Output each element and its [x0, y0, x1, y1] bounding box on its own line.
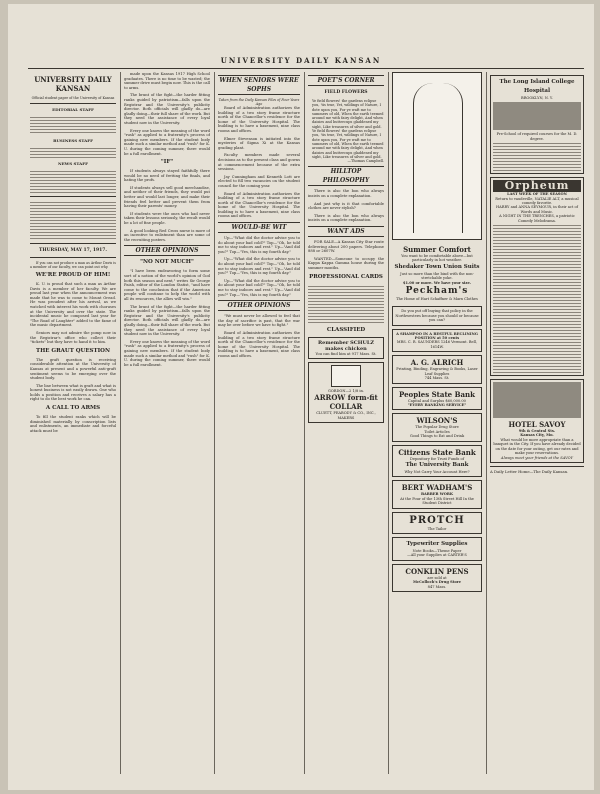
column-rule — [120, 72, 121, 774]
paragraph: made upon the Kansas 1917 High School graduates. There is no time to be wasted; the summer drive must begin now. This is the call to arms. — [124, 72, 210, 90]
headline-proud: WE'RE PROUD OF HIM! — [35, 272, 111, 278]
poets-corner-heading: POET'S CORNER — [308, 75, 384, 86]
paragraph: There is also the bon who always insists on a complete explanation. — [308, 213, 384, 223]
poem-title: FIELD FLOWERS — [324, 90, 368, 95]
paragraph: Elmer Stevenson is initiated into the mysteries of Sigma Xi at the Kansas grading plant. — [218, 136, 300, 150]
paragraph: Every one knows the meaning of the word "rush" as applied to a fraternity's process of gaining new members. If the student body made such a similar method and "rush" for K. U. during the coming summer, there would be a full enrollment. — [124, 339, 210, 367]
seniors-subhead: Taken from the Daily Kansan Files of Four Years Ago — [218, 98, 300, 106]
paragraph: K. U. is proud that such a man as Arthur Davis is a member of her faculty. We are proud last year when the announcement was made that he was to come to Mount Oread. He was proudest after his arrival, as we watched with interest his work with choruses at the University and over the state. The incidental music he composed last year for "The Road of Laughter" added to the fame of the music department. — [30, 282, 116, 328]
carters-ad: Typewriter Supplies Note Books—Theme Paper —All your Supplies at CARTER'S — [392, 537, 482, 561]
want-ad: WANTED—Someone to occupy the Kappa Kappa Gamma house during the summer months. — [308, 256, 384, 270]
paragraph: If students always stayed faithfully there would be no need of fretting the finals, and hating the profs. — [124, 169, 210, 183]
paragraph: The brunt of the fight—the harder fitting ranks guided by patriotism—falls upon the Registrar and the University's publicity director. Both officials will gladly do—are gladly doing—their full share of the work. But they need the assistance of every loyal student now in the University. — [124, 304, 210, 337]
masthead: UNIVERSITY DAILY KANSAN — [220, 56, 382, 65]
paragraph: Faculty members made several decisions as to the present class and gowns at commencement because of the extra sessions. — [218, 153, 300, 172]
paragraph: "I have been endeavoring to form some sort of a notion of the world's opinion of God both this season and next," writes Sir George Paish, editor of the London Statist, "and have come to the conclusion that if the American people will continue to help the world with all its resources, the allies will win." — [124, 269, 210, 301]
staff-listing — [30, 115, 116, 135]
insurance-ad: Do you put off buying that policy in the Northwestern because you should or because you can? — [392, 306, 482, 325]
professional-cards — [308, 284, 384, 324]
orpheum-ad: Orpheum LAST WEEK OF THE SEASON Return to vaudeville, NATALIE ALT, a musical comedy favorite. HARRY and ANNA SEYMOUR, in their act of Words and Music. A NIGHT IN THE TRENCHES, a patriotic Comedy Melodrama. — [490, 177, 584, 376]
would-be-wit-heading: WOULD-BE WIT — [218, 222, 300, 233]
poem: Ye field flowers! the gardens eclipse you, 'tis true, Yet, wildings of Nature, I dote upon you, For ye waft me to summers of old, When the earth teemed around me with fairy delight, And when daisies and buttercups gladdened my sight, Like treasures of silver and gold. — [312, 99, 384, 129]
news-staff-heading: NEWS STAFF — [58, 161, 88, 166]
column-rule — [486, 72, 487, 774]
other-opinions-heading: OTHER OPINIONS — [124, 245, 210, 256]
paragraph: Jay Cunningham and Kenneth Lott are elected to fill two vacancies on the student council for the coming year. — [218, 174, 300, 188]
schulz-ad: Remember SCHULZ makes chicken You can find him at 917 Mass. St. — [308, 337, 384, 359]
figure-outline — [413, 83, 463, 233]
motto: If you can not produce a man as Arthur Davis is a member of our faculty, we can point out why. — [30, 261, 116, 269]
wit-text: Up—"What did the doctor advise you to do about your bad cold?" Top—"Oh, he told me to stay indoors and rest." Up—"And did you?" Top—"Yes, this is my fourth day." — [218, 236, 300, 254]
column-1 — [30, 72, 116, 774]
column-2 — [124, 72, 210, 774]
seniors-heading: WHEN SENIORS WERE SOPHS — [219, 77, 299, 93]
alrich-ad: A. G. ALRICH Printing, Binding, Engraving & Books, Laser Leaf Supplies 744 Mass. St. — [392, 355, 482, 383]
column-5 — [392, 72, 482, 774]
official-line: Official student paper of the University of Kansas — [31, 96, 115, 100]
headline-not-much: "NO NOT MUCH" — [140, 259, 194, 266]
paragraph: Seniors may not admire the pomp now in the Registrar's office who collect their "tickets" but they have to hand it to him. — [30, 330, 116, 345]
protch-tailor-ad: PROTCH The Tailor — [392, 512, 482, 534]
poem: Ye field flowers! the gardens eclipse you, 'tis true, Yet, wildings of Nature, I dote upon you, For ye waft me to summers of old, When the earth teemed around me with fairy delight, And when daisies and buttercups gladdened my sight, Like treasures of silver and gold. — [312, 129, 384, 159]
editorial-staff-heading: EDITORIAL STAFF — [52, 107, 94, 112]
subscription-info — [30, 200, 116, 240]
paragraph: To fill the student ranks which will be diminished materially by conscription lists and enlistments, an immediate and forceful attack must be — [30, 415, 116, 433]
hospital-photo — [493, 102, 581, 130]
dateline: THURSDAY, MAY 17, 1917. — [39, 248, 107, 253]
column-rule — [388, 72, 389, 774]
classified-heading: CLASSIFIED — [326, 326, 366, 333]
paragraph: A good looking Red Cross nurse is more of an incentive to enlistment than are some of the recruiting posters. — [124, 228, 210, 242]
other-opinions-heading: OTHER OPINIONS — [218, 300, 300, 311]
headline-call-to-arms: A CALL TO ARMS — [45, 405, 101, 412]
nameplate: UNIVERSITY DAILY KANSAN — [34, 75, 112, 93]
column-rule — [214, 72, 215, 774]
collar-illustration — [331, 365, 361, 387]
long-island-hospital-ad: The Long Island College Hospital BROOKLYN, N. Y. Pre-School of required courses for the M. D. degree. — [490, 75, 584, 174]
conklin-pens-ad: CONKLIN PENS are sold at McColloch's Drug Store 847 Mass. — [392, 564, 482, 592]
headline-graft: THE GRAUT QUESTION — [36, 347, 110, 354]
business-staff-heading: BUSINESS STAFF — [53, 138, 93, 143]
summer-comfort-ad: Summer Comfort You want to be comfortable above—but particularly in hot weather. Shedaker Town Union Suits Just so more than the bind with the non-stretchable yoke. $1.00 or more. We have your size. Peckham's The Home of Hart Schaffner & Marx Clothes — [394, 245, 480, 302]
headline-if: "IF" — [160, 159, 174, 166]
paragraph: The graft question is receiving considerable attention at the University of Kansas at present and a powerful anti-graft sentiment seems to be emerging over the student body. — [30, 357, 116, 381]
paragraph: If students always sell good merchandise, and neither of their friends, they would put better and would last longer, and make their friends feel better and prevent them from having their parents' money. — [124, 185, 210, 209]
column-rule — [304, 72, 305, 774]
paragraph: Board of Administration authorizes the building of a two story frame structure north of the Chancellor's residence for the home of the University Hospital. The building is to have a basement, nine class rooms and offices. — [218, 191, 300, 219]
arrow-collar-ad: GORDON—2 1/8 in. ARROW form-fit COLLAR CLUETT, PEABODY & CO., INC., MAKERS — [308, 362, 384, 423]
professional-cards-heading: PROFESSIONAL CARDS — [309, 273, 383, 280]
orpheum-program-text — [493, 223, 581, 373]
masthead-rule — [28, 68, 584, 69]
column-4 — [308, 72, 384, 774]
paragraph: If students were the ones who had never taken their lessons seriously, the result would be a lot of fine people. — [124, 211, 210, 226]
wadham-barber-ad: BERT WADHAM'S BARBER WORK At the Four of the 13th Street Hill In the Student District — [392, 480, 482, 508]
poem-byline: —Thomas Campbell. — [347, 159, 384, 164]
paragraph: Every one knows the meaning of the word "rush" as applied to a fraternity's process of gaining new members. If the student body made such a similar method and "rush" for K. U. during the coming summer, there would be a full enrollment. — [124, 128, 210, 156]
paragraph: "We must never be allowed to feel that the day of sacrifice is past, that the war may be over before we have to fight." — [218, 314, 300, 328]
citizens-state-bank-ad: Citizens State Bank Depository for Trust Funds of The University Bank Why Not Carry Your Account Here? — [392, 445, 482, 478]
paragraph: The brunt of the fight—the harder fitting ranks guided by patriotism—falls upon the Registrar and the University's publicity director. Both officials will gladly do—are gladly doing—their full share of the work. But they need the assistance of every loyal student now in the University. — [124, 93, 210, 125]
peoples-state-bank-ad: Peoples State Bank Capital and Surplus $60,000.00 "EVERY BANKING SERVICE" — [392, 387, 482, 411]
paragraph: Board of Administration authorizes the building of a two story frame structure north of the Chancellor's residence for the home of the University Hospital. The building is to have a basement, nine class rooms and offices. — [218, 106, 300, 133]
business-listing — [30, 146, 116, 158]
want-ads-heading: WANT ADS — [308, 226, 384, 237]
hilltop-philosophy-heading: HILLTOP PHILOSOPHY — [308, 166, 384, 186]
paragraph: The line between what is graft and what is honest business is not easily drawn. One who holds a position and receives a salary has a right to do the best work he can. — [30, 383, 116, 402]
paragraph: There is also the bon who always insists on a complete explanation. — [308, 189, 384, 199]
wit-text: Up—"What did the doctor advise you to do about your bad cold?" Top—"Oh, he told me to stay indoors and rest." Up—"And did you?" Top—"Yes, this is my fourth day." — [218, 278, 300, 297]
hospital-ad-text — [493, 141, 581, 171]
want-ad: FOR SALE—A Kansas City Star route delivering about 200 papers. Telephone 888 or 2607W. — [308, 240, 384, 254]
hotel-photo — [493, 382, 581, 418]
footer-note: A Daily Letter Home—The Daily Kansan. — [490, 468, 569, 474]
summer-comfort-illustration — [392, 72, 482, 240]
shampoo-ad: A SHAMPOO IN A RESTFUL RECLINING POSITION at 50 cents MRS. C. R. SAUNDERS 1246 Vermont. Bell, 1614W. — [392, 329, 482, 353]
newspaper-page — [8, 4, 594, 790]
wit-text: Up—"What did the doctor advise you to do about your bad cold?" Top—"Oh, he told me to stay indoors and rest." Up—"And did you?" Top—"Yes, this is my fourth day." — [218, 257, 300, 276]
wilsons-ad: WILSON'S The Popular Drug Store Toilet Articles Good Things to Eat and Drink — [392, 413, 482, 441]
paragraph: Board of Administration authorizes the building of a two story frame structure north of the Chancellor's residence for the home of the University Hospital. The building is to have a basement, nine class rooms and offices. — [218, 330, 300, 358]
column-6 — [490, 72, 584, 774]
hotel-savoy-ad: HOTEL SAVOY 9th & Central Sts. Kansas City, Mo. What would be more appropriate than a banquet in the City. If you have already decided on the date for your outing, get our rates and make your reservations. Always meet your friends at the SAVOY — [490, 379, 584, 463]
paragraph: And just why is it that comfortable clothes are never stylish? — [308, 201, 384, 211]
news-staff-listing — [30, 169, 116, 193]
column-3 — [218, 72, 300, 774]
